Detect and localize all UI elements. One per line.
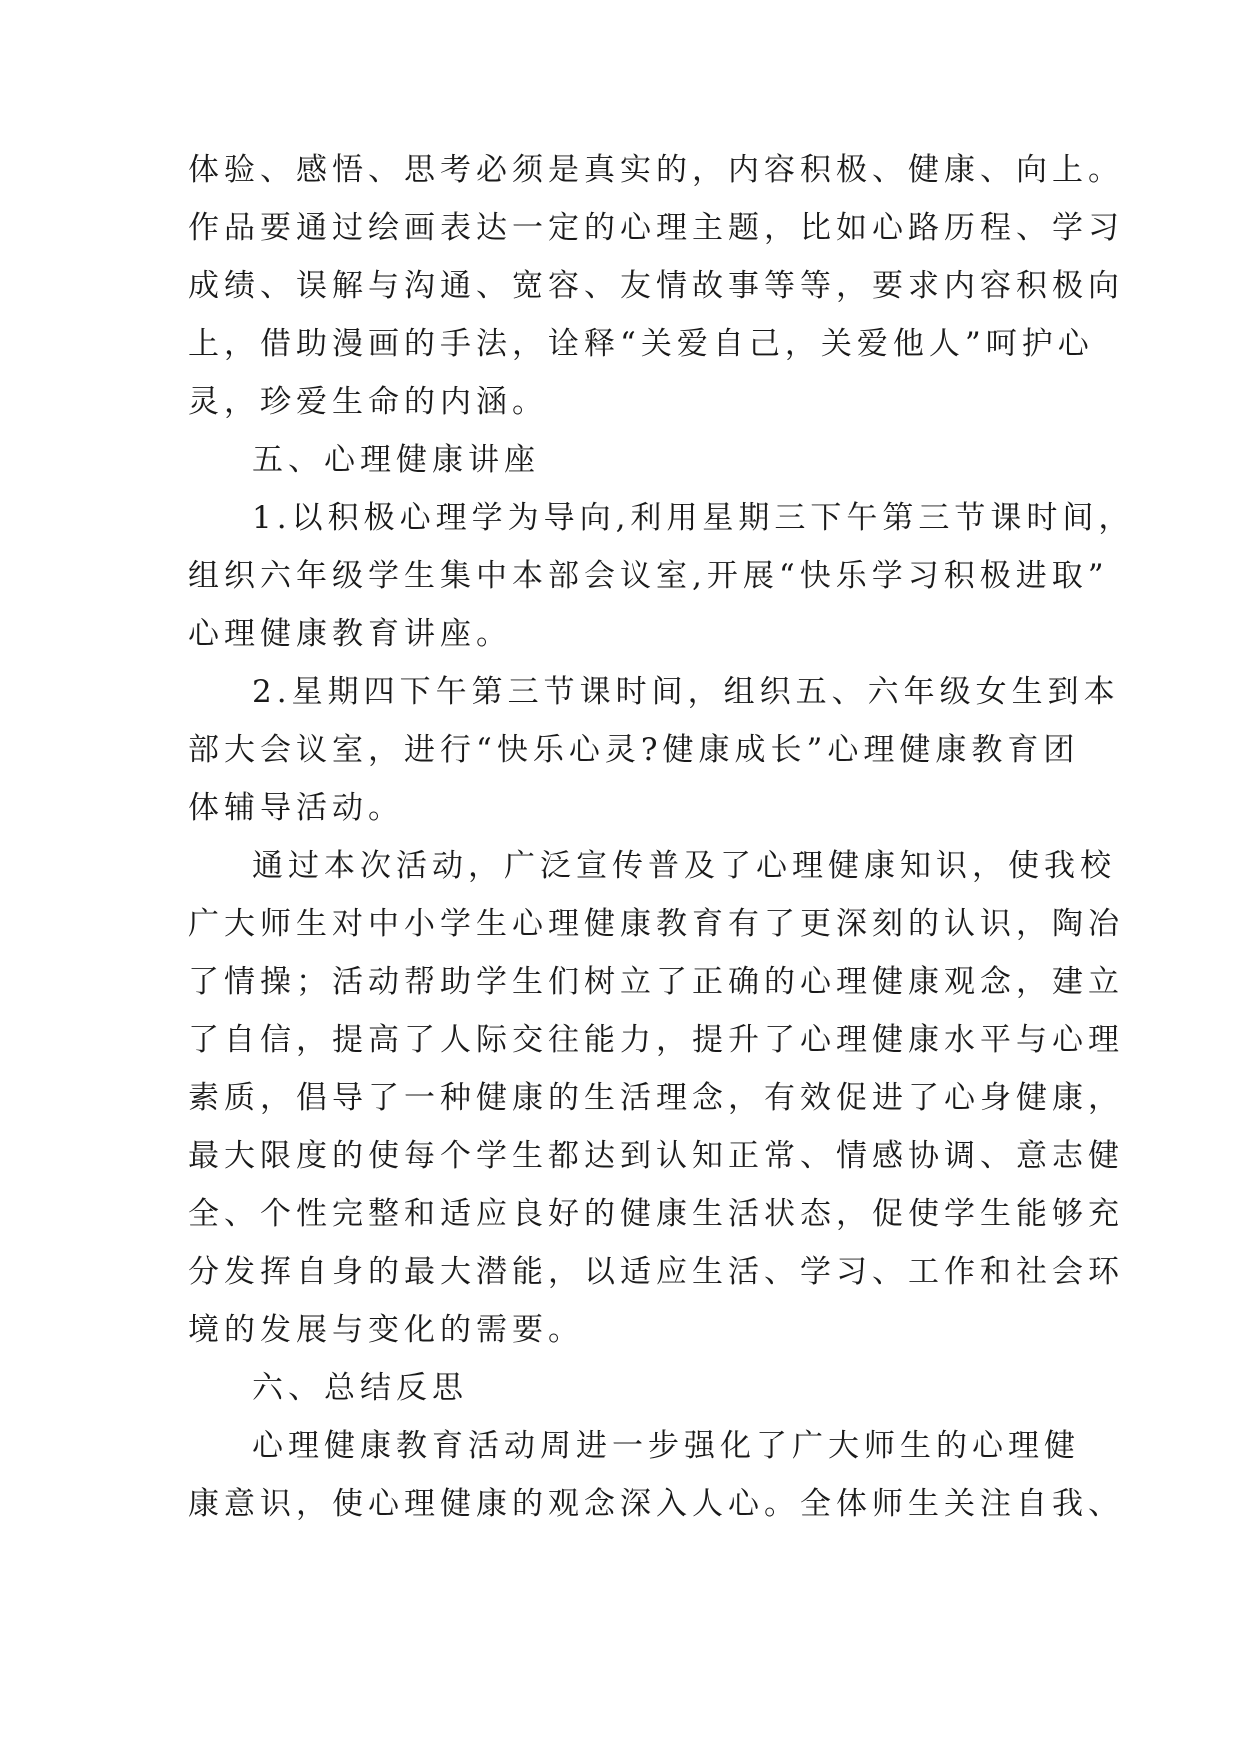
text-line: 素质，倡导了一种健康的生活理念，有效促进了心身健康，: [188, 1080, 1124, 1116]
text-line: 分发挥自身的最大潜能，以适应生活、学习、工作和社会环: [188, 1254, 1124, 1290]
text-line: 广大师生对中小学生心理健康教育有了更深刻的认识，陶冶: [188, 906, 1124, 942]
text-line: 灵，珍爱生命的内涵。: [188, 384, 548, 420]
text-line: 全、个性完整和适应良好的健康生活状态，促使学生能够充: [188, 1196, 1124, 1232]
text-line: 作品要通过绘画表达一定的心理主题，比如心路历程、学习: [188, 210, 1124, 246]
text-line: 组织六年级学生集中本部会议室,开展“快乐学习积极进取”: [188, 558, 1109, 594]
text-line: 体验、感悟、思考必须是真实的，内容积极、健康、向上。: [188, 152, 1124, 188]
section-heading: 六、总结反思: [252, 1370, 468, 1406]
text-line: 部大会议室，进行“快乐心灵?健康成长”心理健康教育团: [188, 732, 1080, 768]
text-line: 体辅导活动。: [188, 790, 404, 826]
text-line: 心理健康教育讲座。: [188, 616, 512, 652]
text-line: 心理健康教育活动周进一步强化了广大师生的心理健: [252, 1428, 1080, 1464]
text-line: 上，借助漫画的手法，诠释“关爱自己，关爱他人”呵护心: [188, 326, 1094, 362]
text-line: 成绩、误解与沟通、宽容、友情故事等等，要求内容积极向: [188, 268, 1124, 304]
text-line: 2.星期四下午第三节课时间，组织五、六年级女生到本: [252, 674, 1120, 710]
text-line: 1.以积极心理学为导向,利用星期三下午第三节课时间，: [252, 500, 1135, 536]
text-line: 境的发展与变化的需要。: [188, 1312, 584, 1348]
text-line: 了自信，提高了人际交往能力，提升了心理健康水平与心理: [188, 1022, 1124, 1058]
text-line: 最大限度的使每个学生都达到认知正常、情感协调、意志健: [188, 1138, 1124, 1174]
text-line: 通过本次活动，广泛宣传普及了心理健康知识，使我校: [252, 848, 1116, 884]
text-line: 康意识，使心理健康的观念深入人心。全体师生关注自我、: [188, 1486, 1124, 1522]
text-line: 了情操；活动帮助学生们树立了正确的心理健康观念，建立: [188, 964, 1124, 1000]
section-heading: 五、心理健康讲座: [252, 442, 540, 478]
